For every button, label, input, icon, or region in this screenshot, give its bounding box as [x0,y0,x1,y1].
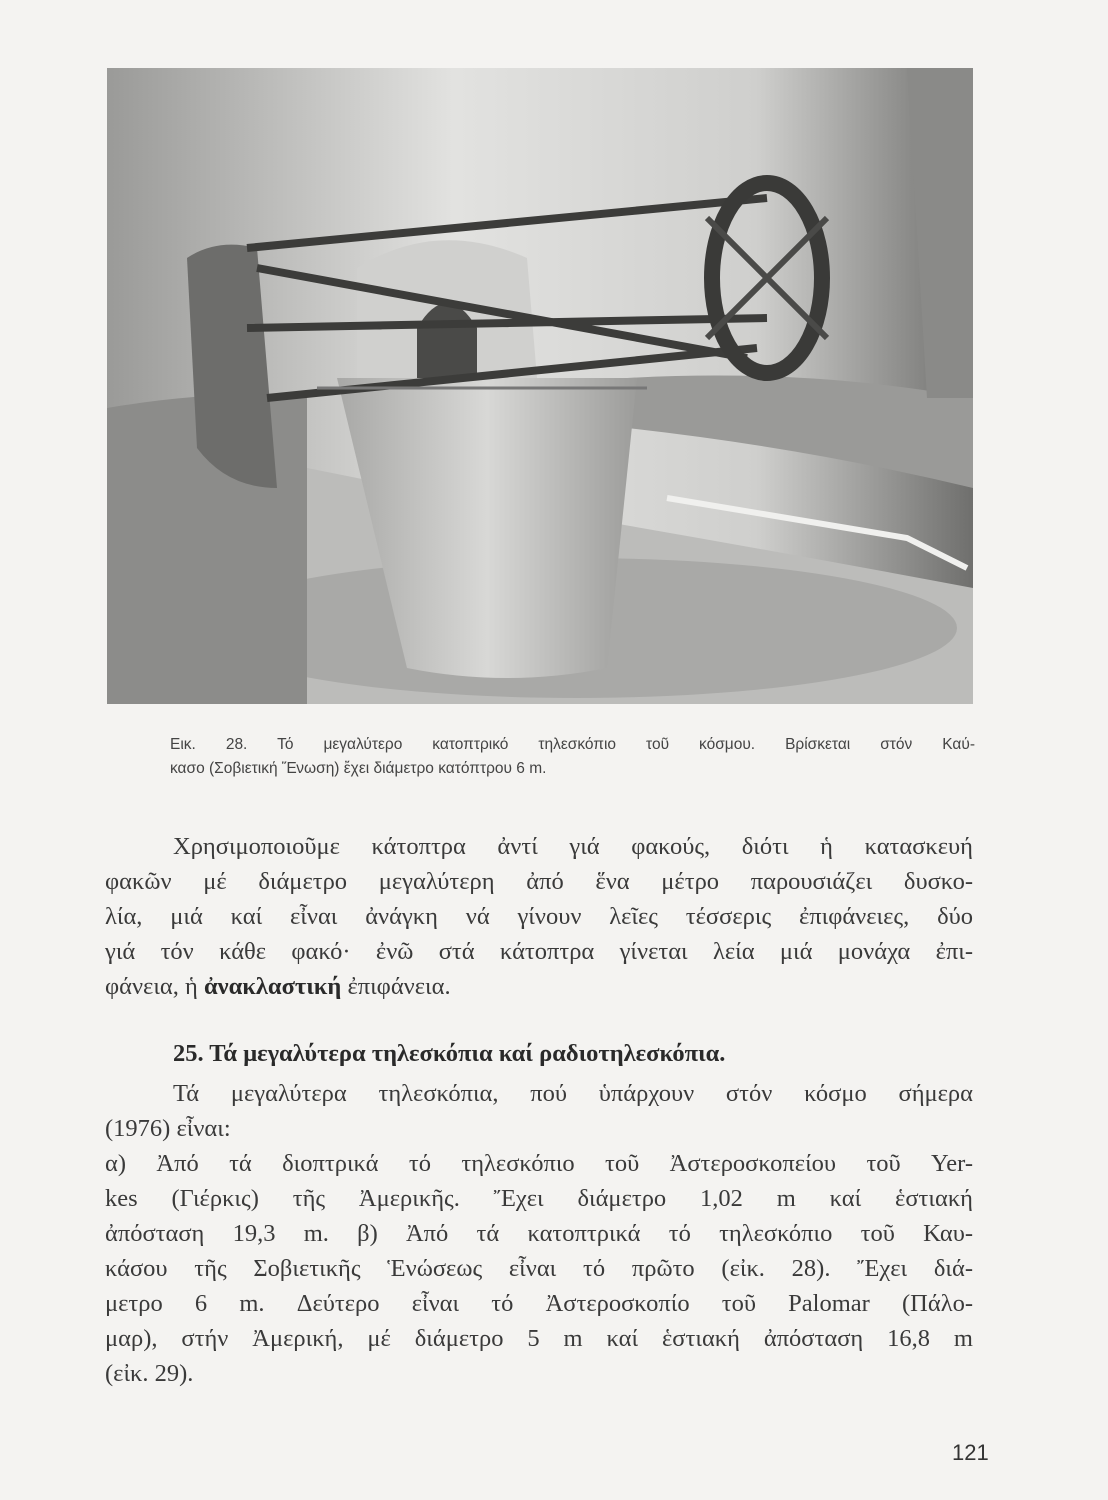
text-line: (1976) εἶναι: [105,1115,231,1142]
text-line: Τά μεγαλύτερα τηλεσκόπια, πού ὑπάρχουν στόν κόσμο σήμερα [173,1080,973,1107]
page-number: 121 [952,1440,989,1465]
text-line: μετρο 6 m. Δεύτερο εἶναι τό Ἀστεροσκοπίο τοῦ Palomar (Πάλο- [105,1290,973,1317]
paragraph-mirrors [105,829,973,1004]
figure-caption [170,733,975,781]
text-line: kes (Γιέρκις) τῆς Ἀμερικῆς. Ἔχει διάμετρο 1,02 m καί ἑστιακή [105,1185,973,1212]
text-line: α) Ἀπό τά διοπτρικά τό τηλεσκόπιο τοῦ Ἀστεροσκοπείου τοῦ Yer- [105,1150,973,1177]
telescope-photo [107,68,973,704]
text-fragment: φάνεια, ἡ [105,973,204,1000]
text-line: Χρησιμοποιοῦμε κάτοπτρα ἀντί γιά φακούς, διότι ἡ κατασκευή [173,833,973,860]
caption-line: Εικ. 28. Τό μεγαλύτερο κατοπτρικό τηλεσκόπιο τοῦ κόσμου. Βρίσκεται στόν Καύ- [170,736,975,753]
text-line: μαρ), στήν Ἀμερική, μέ διάμετρο 5 m καί ἑστιακή ἀπόσταση 16,8 m [105,1325,973,1352]
paragraph-largest-telescopes [105,1076,973,1391]
text-line [105,969,973,1004]
text-line: κάσου τῆς Σοβιετικῆς Ἑνώσεως εἶναι τό πρῶτο (εἰκ. 28). Ἔχει διά- [105,1255,973,1282]
text-line: ἀπόσταση 19,3 m. β) Ἀπό τά κατοπτρικά τό τηλεσκόπιο τοῦ Καυ- [105,1220,973,1247]
telescope-photo-icon [107,68,973,704]
text-line: φακῶν μέ διάμετρο μεγαλύτερη ἀπό ἕνα μέτρο παρουσιάζει δυσκο- [105,868,973,895]
bold-term: ἀνακλαστική [203,973,342,1000]
text-fragment: ἐπιφάνεια. [341,973,451,1000]
text-line: γιά τόν κάθε φακό· ἐνῶ στά κάτοπτρα γίνεται λεία μιά μονάχα ἐπι- [105,938,973,965]
text-line: (εἰκ. 29). [105,1360,194,1387]
text-line: λία, μιά καί εἶναι ἀνάγκη νά γίνουν λεῖες τέσσερις ἐπιφάνειες, δύο [105,903,973,930]
section-heading: 25. Τά μεγαλύτερα τηλεσκόπια καί ραδιοτηλεσκόπια. [173,1040,726,1067]
caption-line: κασο (Σοβιετική Ἕνωση) ἔχει διάμετρο κατόπτρου 6 m. [170,760,547,777]
